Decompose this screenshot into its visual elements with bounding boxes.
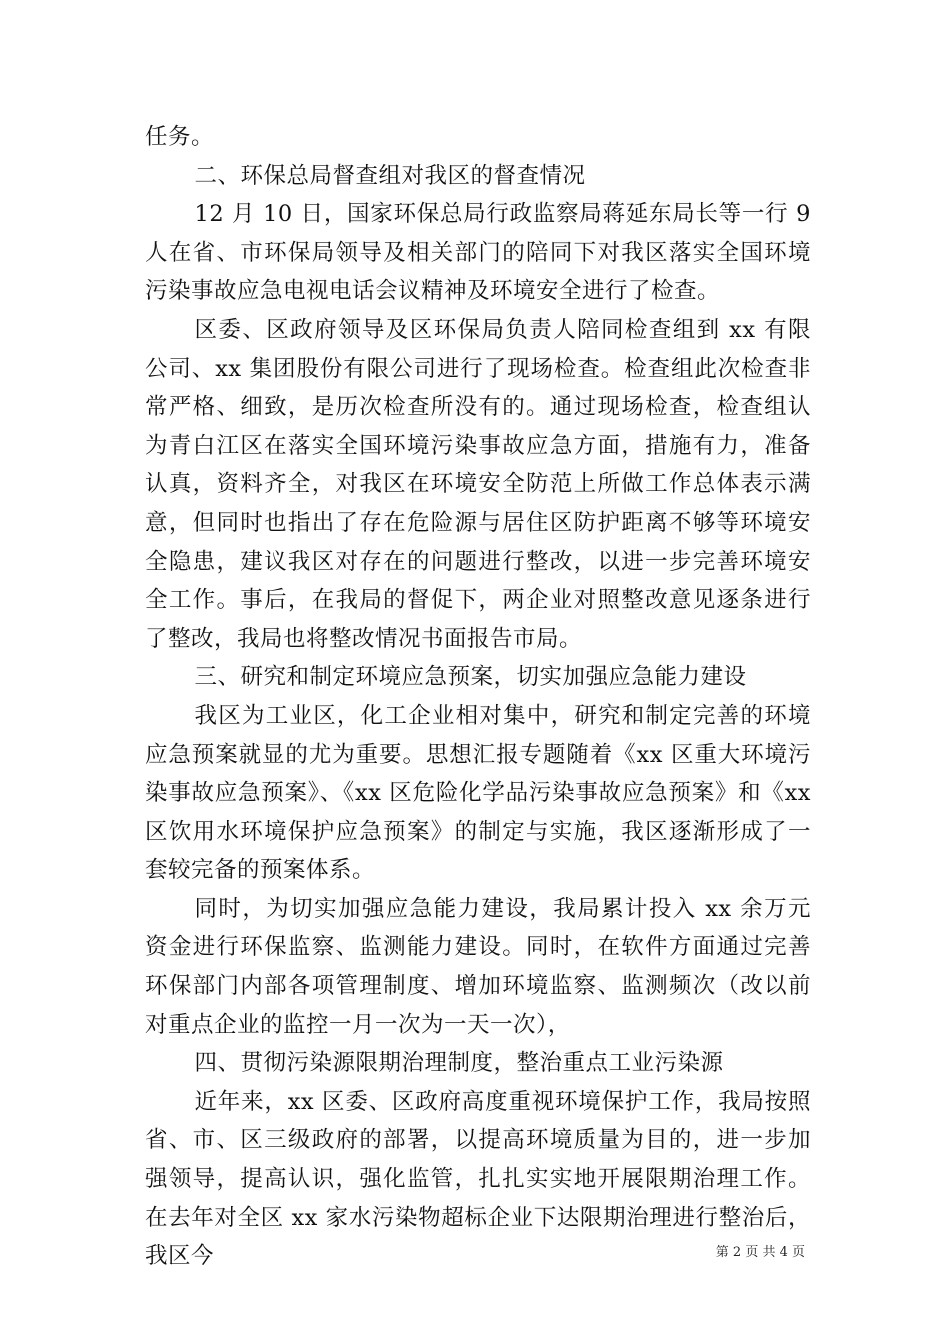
body-paragraph: 12 月 10 日，国家环保总局行政监察局蒋延东局长等一行 9 人在省、市环保局领导及相关部门的陪同下对我区落实全国环境污染事故应急电视电话会议精神及环境安全进行了检查。 [145,201,811,305]
section-heading-3: 三、研究和制定环境应急预案，切实加强应急能力建设 [194,664,747,691]
body-paragraph: 近年来，xx 区委、区政府高度重视环境保护工作，我局按照省、市、区三级政府的部署，以提高环境质量为目的，进一步加强领导，提高认识，强化监管，扎扎实实地开展限期治理工作。在去年对全区 xx 家水污染物超标企业下达限期治理进行整治后，我区今 [145,1088,811,1270]
section-heading-4: 四、贯彻污染源限期治理制度，整治重点工业污染源 [194,1050,724,1077]
body-paragraph: 同时，为切实加强应急能力建设，我局累计投入 xx 余万元资金进行环保监察、监测能力建设。同时，在软件方面通过完善环保部门内部各项管理制度、增加环境监察、监测频次（改以前对重点企业的监控一月一次为一天一次）， [145,895,811,1038]
body-paragraph: 区委、区政府领导及区环保局负责人陪同检查组到 xx 有限公司、xx 集团股份有限公司进行了现场检查。检查组此次检查非常严格、细致，是历次检查所没有的。通过现场检查，检查组认为青白江区在落实全国环境污染事故应急方面，措施有力，准备认真，资料齐全，对我区在环境安全防范上所做工作总体表示满意，但同时也指出了存在危险源与居住区防护距离不够等环境安全隐患，建议我区对存在的问题进行整改，以进一步完善环境安全工作。事后，在我局的督促下，两企业对照整改意见逐条进行了整改，我局也将整改情况书面报告市局。 [145,316,811,652]
body-paragraph: 我区为工业区，化工企业相对集中，研究和制定完善的环境应急预案就显的尤为重要。思想汇报专题随着《xx 区重大环境污染事故应急预案》、《xx 区危险化学品污染事故应急预案》和《xx 区饮用水环境保护应急预案》的制定与实施，我区逐渐形成了一套较完备的预案体系。 [145,702,811,884]
document-body [145,118,811,1276]
page-number-footer: 第 2 页 共 4 页 [715,1245,805,1260]
section-heading-2: 二、环保总局督查组对我区的督查情况 [194,162,586,189]
paragraph-continuation: 任务。 [145,124,215,150]
